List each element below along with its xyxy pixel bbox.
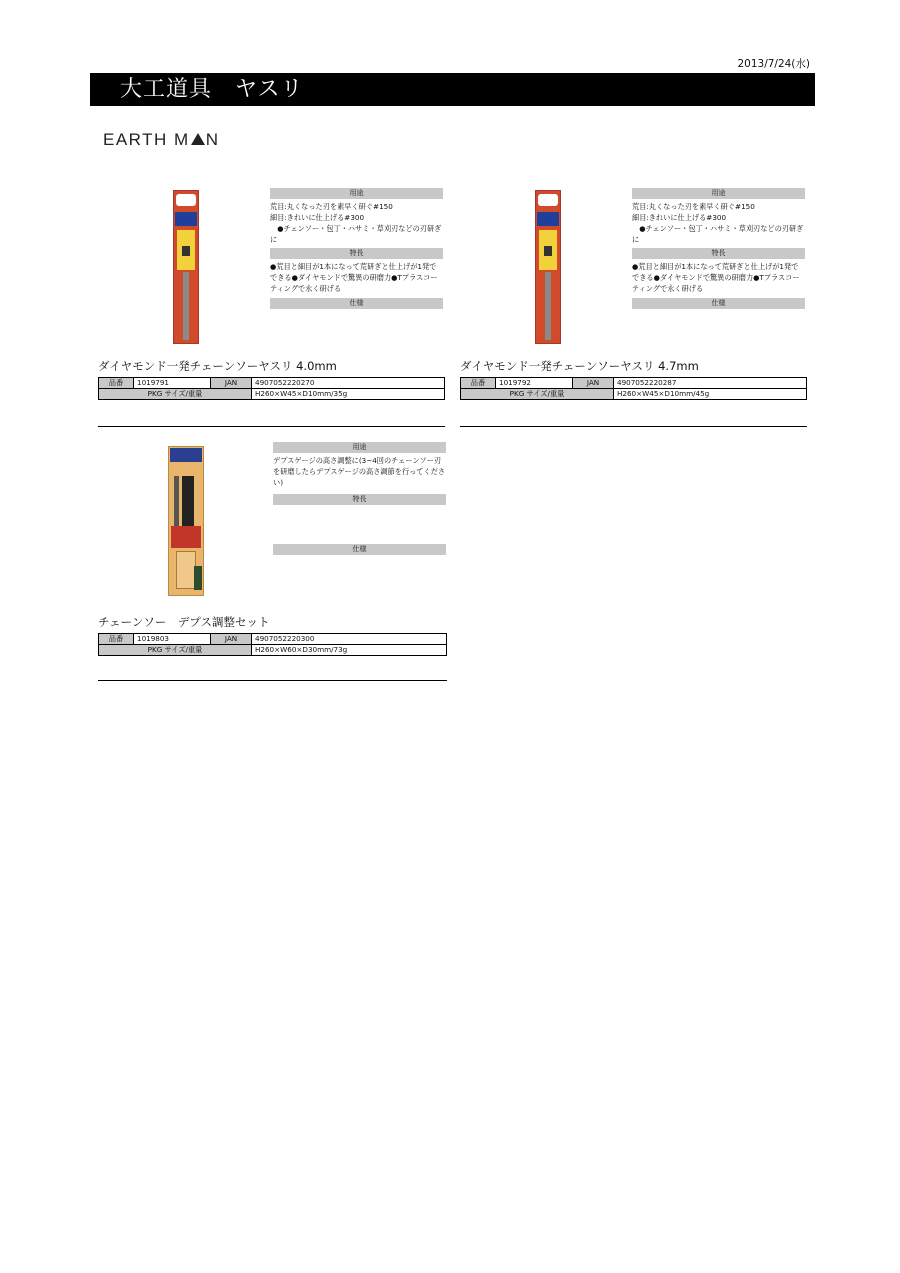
section-heading-usage: 用途 bbox=[273, 442, 446, 453]
pkg-label: PKG サイズ/重量 bbox=[461, 389, 614, 400]
product-card-1 bbox=[98, 188, 446, 433]
divider bbox=[98, 680, 447, 681]
jan-value: 4907052220287 bbox=[614, 378, 807, 389]
pkg-value: H260×W45×D10mm/35g bbox=[252, 389, 445, 400]
section-body-features: ●荒目と細目が1本になって荒研ぎと仕上げが1発でできる●ダイヤモンドで驚異の研磨力●Tプラスコーティングで永く研げる bbox=[632, 262, 800, 293]
product-card-3 bbox=[98, 442, 446, 687]
section-heading-spec: 仕様 bbox=[632, 298, 805, 309]
product-info bbox=[270, 188, 443, 312]
pkg-value: H260×W45×D10mm/45g bbox=[614, 389, 807, 400]
section-body-usage: デプスゲージの高さ調整に(3~4回のチェーンソー刃を研磨したらデプスゲージの高さ調節を行ってください) bbox=[273, 456, 446, 487]
code-label: 品番 bbox=[99, 634, 134, 645]
document-date: 2013/7/24(水) bbox=[737, 58, 810, 70]
code-value: 1019791 bbox=[134, 378, 211, 389]
spec-table bbox=[98, 633, 447, 656]
code-value: 1019803 bbox=[134, 634, 211, 645]
jan-value: 4907052220270 bbox=[252, 378, 445, 389]
jan-label: JAN bbox=[211, 634, 252, 645]
product-image bbox=[532, 190, 562, 344]
jan-label: JAN bbox=[573, 378, 614, 389]
page-title-bar bbox=[90, 73, 815, 106]
brand-logo bbox=[103, 130, 219, 150]
code-label: 品番 bbox=[99, 378, 134, 389]
divider bbox=[460, 426, 807, 427]
section-heading-features: 特長 bbox=[632, 248, 805, 259]
section-heading-spec: 仕様 bbox=[273, 544, 446, 555]
product-info bbox=[632, 188, 805, 312]
section-heading-spec: 仕様 bbox=[270, 298, 443, 309]
section-body-usage: 荒目:丸くなった刃を素早く研ぐ#150 細目:きれいに仕上げる#300 ●チェンソー・包丁・ハサミ・草刈刃などの刃研ぎに bbox=[632, 202, 804, 244]
code-label: 品番 bbox=[461, 378, 496, 389]
section-body-features: ●荒目と細目が1本になって荒研ぎと仕上げが1発でできる●ダイヤモンドで驚異の研磨力●Tプラスコーティングで永く研げる bbox=[270, 262, 438, 293]
jan-value: 4907052220300 bbox=[252, 634, 447, 645]
pkg-label: PKG サイズ/重量 bbox=[99, 645, 252, 656]
brand-triangle-icon bbox=[191, 133, 205, 145]
pkg-value: H260×W60×D30mm/73g bbox=[252, 645, 447, 656]
brand-text-part1: EARTH M bbox=[103, 130, 190, 149]
product-name: ダイヤモンド一発チェーンソーヤスリ 4.0mm bbox=[98, 359, 337, 373]
divider bbox=[98, 426, 445, 427]
product-name: ダイヤモンド一発チェーンソーヤスリ 4.7mm bbox=[460, 359, 699, 373]
spec-table bbox=[98, 377, 445, 400]
spec-table bbox=[460, 377, 807, 400]
product-name: チェーンソー デプス調整セット bbox=[98, 615, 270, 629]
pkg-label: PKG サイズ/重量 bbox=[99, 389, 252, 400]
section-heading-features: 特長 bbox=[270, 248, 443, 259]
section-heading-features: 特長 bbox=[273, 494, 446, 505]
product-image bbox=[170, 190, 200, 344]
section-body-features bbox=[273, 507, 446, 541]
product-image bbox=[168, 446, 204, 596]
section-heading-usage: 用途 bbox=[632, 188, 805, 199]
section-body-usage: 荒目:丸くなった刃を素早く研ぐ#150 細目:きれいに仕上げる#300 ●チェンソー・包丁・ハサミ・草刈刃などの刃研ぎに bbox=[270, 202, 442, 244]
brand-text-part2: N bbox=[205, 130, 220, 149]
page-title: 大工道具 ヤスリ bbox=[120, 77, 304, 102]
section-heading-usage: 用途 bbox=[270, 188, 443, 199]
code-value: 1019792 bbox=[496, 378, 573, 389]
product-info bbox=[273, 442, 446, 558]
jan-label: JAN bbox=[211, 378, 252, 389]
product-card-2 bbox=[460, 188, 808, 433]
